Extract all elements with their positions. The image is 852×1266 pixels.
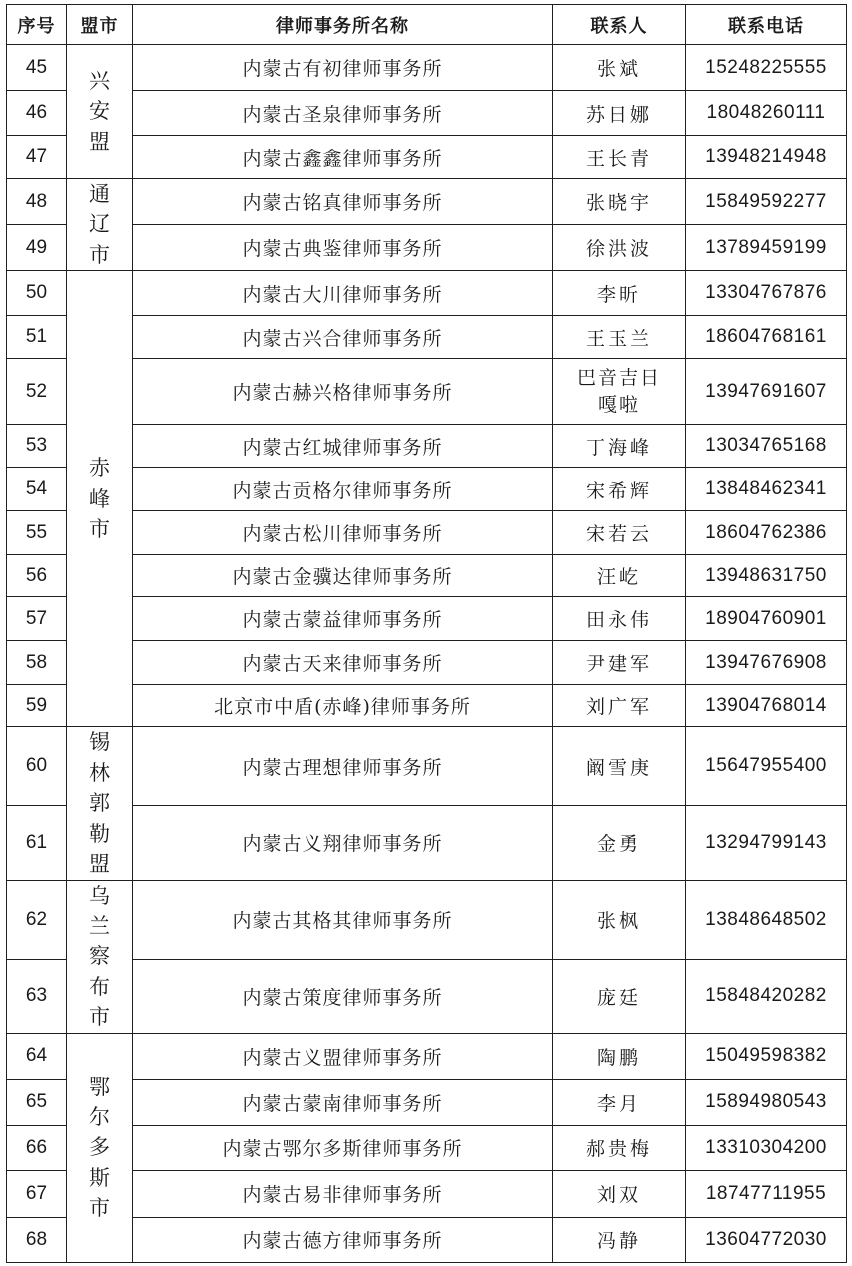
- firm-name: 内蒙古有初律师事务所: [133, 45, 553, 91]
- phone-number: 18048260111: [686, 91, 847, 136]
- phone-number: 13947676908: [686, 641, 847, 685]
- header-contact: 联系人: [553, 5, 686, 45]
- firm-name: 内蒙古典鉴律师事务所: [133, 225, 553, 271]
- firm-name: 内蒙古兴合律师事务所: [133, 316, 553, 359]
- contact-name: 尹建军: [553, 641, 686, 685]
- table-row: [7, 136, 847, 179]
- row-no: 66: [7, 1125, 67, 1170]
- contact-name: 田永伟: [553, 597, 686, 641]
- firm-name: 内蒙古蒙南律师事务所: [133, 1079, 553, 1125]
- row-no: 46: [7, 91, 67, 136]
- contact-name: 宋希辉: [553, 468, 686, 511]
- firm-name: 内蒙古义翔律师事务所: [133, 805, 553, 880]
- row-no: 58: [7, 641, 67, 685]
- firm-name: 内蒙古圣泉律师事务所: [133, 91, 553, 136]
- contact-name: 丁海峰: [553, 425, 686, 468]
- city-name: 乌兰察布市: [89, 883, 110, 1030]
- header-row: [7, 5, 847, 45]
- phone-number: 15894980543: [686, 1079, 847, 1125]
- contact-name: 陶鹏: [553, 1033, 686, 1079]
- firm-name: 北京市中盾(赤峰)律师事务所: [133, 685, 553, 727]
- table-row: [7, 511, 847, 555]
- row-no: 65: [7, 1079, 67, 1125]
- table-row: [7, 91, 847, 136]
- firm-name: 内蒙古义盟律师事务所: [133, 1033, 553, 1079]
- row-no: 55: [7, 511, 67, 555]
- table-row: [7, 468, 847, 511]
- table-row: [7, 727, 847, 806]
- contact-name: 宋若云: [553, 511, 686, 555]
- contact-name: 冯静: [553, 1217, 686, 1262]
- table-row: [7, 225, 847, 271]
- firm-name: 内蒙古鑫鑫律师事务所: [133, 136, 553, 179]
- phone-number: 15049598382: [686, 1033, 847, 1079]
- table-row: [7, 1170, 847, 1217]
- city-name: 通辽市: [89, 182, 110, 267]
- table-row: [7, 316, 847, 359]
- firm-name: 内蒙古策度律师事务所: [133, 959, 553, 1033]
- header-phone: 联系电话: [686, 5, 847, 45]
- contact-name: 张斌: [553, 45, 686, 91]
- row-no: 53: [7, 425, 67, 468]
- phone-number: 15848420282: [686, 959, 847, 1033]
- city-cell: [67, 179, 133, 271]
- row-no: 64: [7, 1033, 67, 1079]
- city-cell: [67, 880, 133, 1033]
- phone-number: 18747711955: [686, 1170, 847, 1217]
- city-name: 兴安盟: [89, 68, 110, 154]
- row-no: 57: [7, 597, 67, 641]
- city-cell: [67, 271, 133, 727]
- table-row: [7, 1079, 847, 1125]
- row-no: 63: [7, 959, 67, 1033]
- row-no: 56: [7, 555, 67, 597]
- contact-name: 金勇: [553, 805, 686, 880]
- firm-name: 内蒙古蒙益律师事务所: [133, 597, 553, 641]
- contact-name: 张晓宇: [553, 179, 686, 225]
- contact-name: 巴音吉日嘎啦: [576, 367, 661, 416]
- phone-number: 18604762386: [686, 511, 847, 555]
- table-row: [7, 425, 847, 468]
- city-name: 赤峰市: [89, 456, 110, 542]
- table-row: [7, 685, 847, 727]
- city-cell: [67, 1033, 133, 1262]
- phone-number: 13948631750: [686, 555, 847, 597]
- firm-name: 内蒙古理想律师事务所: [133, 727, 553, 806]
- contact-name: 徐洪波: [553, 225, 686, 271]
- row-no: 51: [7, 316, 67, 359]
- table-row: [7, 641, 847, 685]
- row-no: 45: [7, 45, 67, 91]
- row-no: 54: [7, 468, 67, 511]
- row-no: 61: [7, 805, 67, 880]
- row-no: 60: [7, 727, 67, 806]
- table-row: [7, 805, 847, 880]
- phone-number: 13848462341: [686, 468, 847, 511]
- contact-name: 刘广军: [553, 685, 686, 727]
- contact-name: 刘双: [553, 1170, 686, 1217]
- contact-name: 苏日娜: [553, 91, 686, 136]
- table-row: [7, 880, 847, 959]
- table-row: [7, 1125, 847, 1170]
- phone-number: 13604772030: [686, 1217, 847, 1262]
- city-name: 鄂尔多斯市: [89, 1074, 110, 1221]
- firm-name: 内蒙古金骥达律师事务所: [133, 555, 553, 597]
- header-no: 序号: [7, 5, 67, 45]
- city-name: 锡林郭勒盟: [89, 730, 110, 877]
- table-row: [7, 555, 847, 597]
- firm-name: 内蒙古贡格尔律师事务所: [133, 468, 553, 511]
- table-row: [7, 271, 847, 316]
- row-no: 47: [7, 136, 67, 179]
- firm-name: 内蒙古鄂尔多斯律师事务所: [133, 1125, 553, 1170]
- firm-name: 内蒙古红城律师事务所: [133, 425, 553, 468]
- table-row: [7, 959, 847, 1033]
- contact-name: 庞廷: [553, 959, 686, 1033]
- table-row: [7, 45, 847, 91]
- phone-number: 13294799143: [686, 805, 847, 880]
- contact-name: 汪屹: [553, 555, 686, 597]
- phone-number: 13310304200: [686, 1125, 847, 1170]
- contact-name: 李月: [553, 1079, 686, 1125]
- phone-number: 18604768161: [686, 316, 847, 359]
- table-row: [7, 597, 847, 641]
- row-no: 50: [7, 271, 67, 316]
- firm-name: 内蒙古大川律师事务所: [133, 271, 553, 316]
- row-no: 68: [7, 1217, 67, 1262]
- firm-name: 内蒙古铭真律师事务所: [133, 179, 553, 225]
- phone-number: 18904760901: [686, 597, 847, 641]
- contact-name: 阚雪庚: [553, 727, 686, 806]
- row-no: 62: [7, 880, 67, 959]
- contact-cell: [553, 359, 686, 425]
- firm-name: 内蒙古德方律师事务所: [133, 1217, 553, 1262]
- contact-name: 张枫: [553, 880, 686, 959]
- phone-number: 13848648502: [686, 880, 847, 959]
- contact-name: 李昕: [553, 271, 686, 316]
- phone-number: 13947691607: [686, 359, 847, 425]
- law-firm-table: [6, 4, 847, 1263]
- firm-name: 内蒙古易非律师事务所: [133, 1170, 553, 1217]
- phone-number: 15647955400: [686, 727, 847, 806]
- contact-name: 王玉兰: [553, 316, 686, 359]
- phone-number: 13789459199: [686, 225, 847, 271]
- firm-name: 内蒙古其格其律师事务所: [133, 880, 553, 959]
- phone-number: 15849592277: [686, 179, 847, 225]
- firm-name: 内蒙古松川律师事务所: [133, 511, 553, 555]
- header-firm: 律师事务所名称: [133, 5, 553, 45]
- row-no: 59: [7, 685, 67, 727]
- phone-number: 13304767876: [686, 271, 847, 316]
- city-cell: [67, 45, 133, 179]
- contact-name: 郝贵梅: [553, 1125, 686, 1170]
- firm-name: 内蒙古天来律师事务所: [133, 641, 553, 685]
- header-city: 盟市: [67, 5, 133, 45]
- contact-name: 王长青: [553, 136, 686, 179]
- phone-number: 15248225555: [686, 45, 847, 91]
- table-row: [7, 179, 847, 225]
- row-no: 48: [7, 179, 67, 225]
- table-row: [7, 1033, 847, 1079]
- row-no: 67: [7, 1170, 67, 1217]
- table-row: [7, 359, 847, 425]
- firm-name: 内蒙古赫兴格律师事务所: [133, 359, 553, 425]
- phone-number: 13034765168: [686, 425, 847, 468]
- row-no: 52: [7, 359, 67, 425]
- phone-number: 13948214948: [686, 136, 847, 179]
- row-no: 49: [7, 225, 67, 271]
- table-row: [7, 1217, 847, 1262]
- city-cell: [67, 727, 133, 880]
- phone-number: 13904768014: [686, 685, 847, 727]
